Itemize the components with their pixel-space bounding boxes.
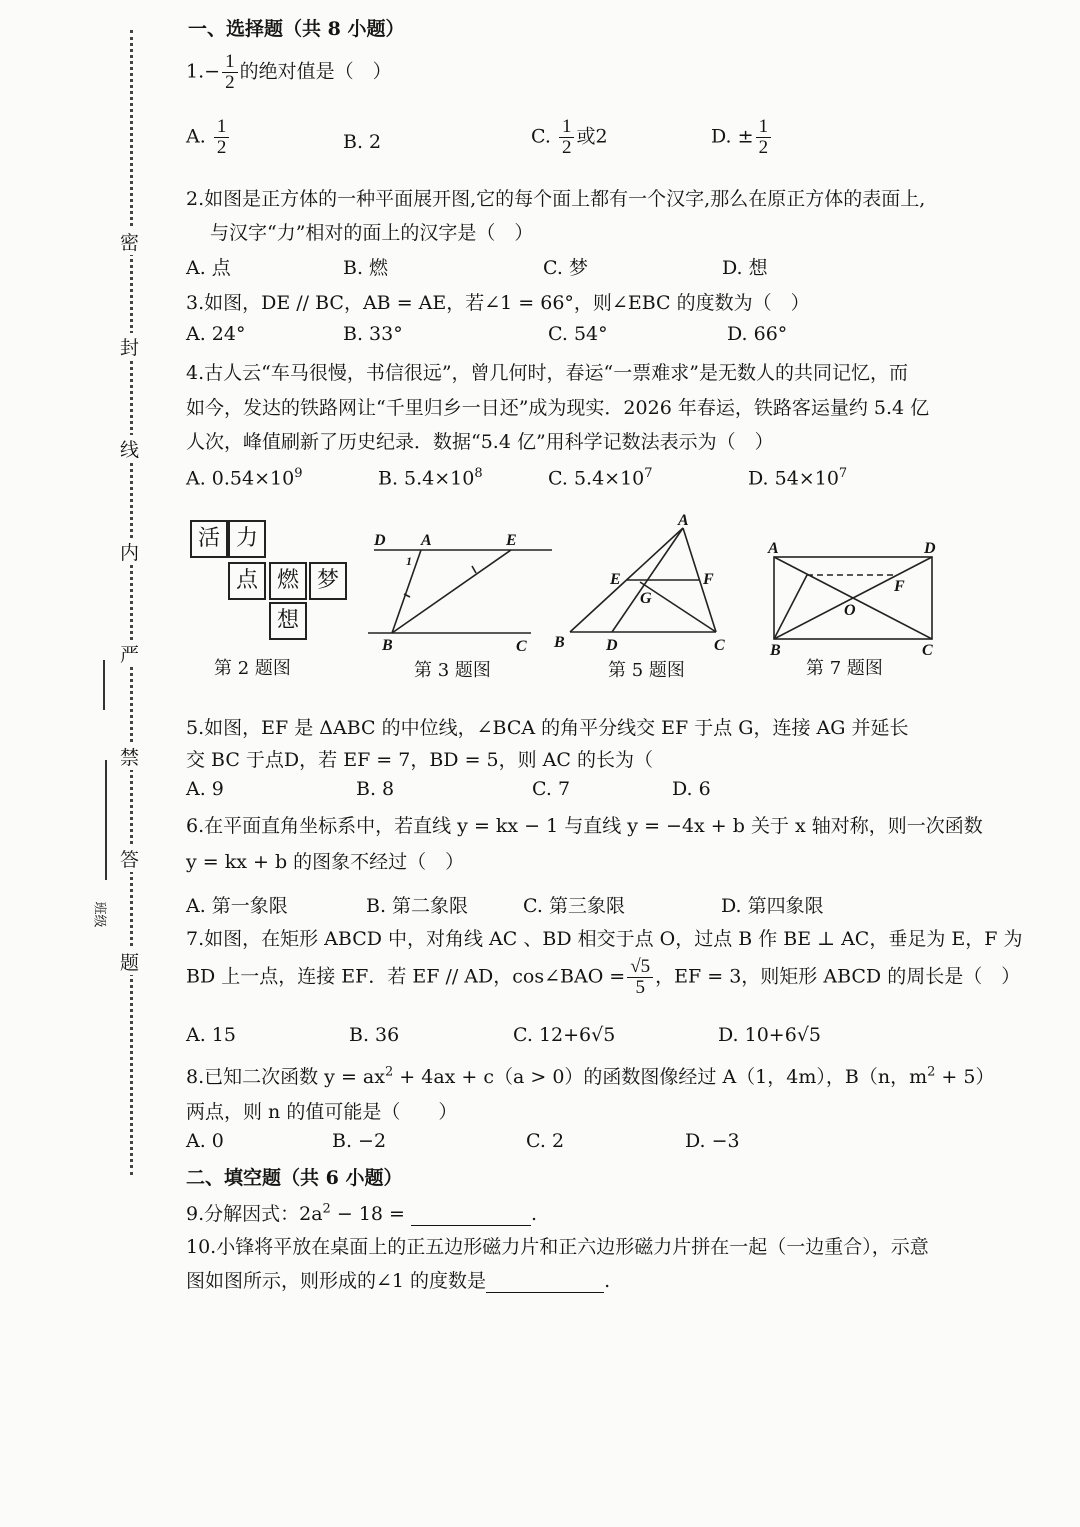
cube-cell: 点 bbox=[228, 562, 266, 600]
fig7-label: O bbox=[844, 602, 856, 619]
cube-cell: 力 bbox=[228, 520, 266, 558]
cube-cell: 梦 bbox=[309, 562, 347, 600]
q7-line2: BD 上一点，连接 EF．若 EF // AD，cos∠BAO = $\frac{√5}{5}$ ，EF = 3，则矩形 ABCD 的周长是（ ） bbox=[186, 956, 1021, 998]
q2-option-b: B. 燃 bbox=[343, 257, 389, 279]
section2-heading: 二、填空题（共 6 小题） bbox=[186, 1167, 403, 1189]
fig5-label: G bbox=[640, 590, 652, 607]
q4-option-c: C. $5.4\times 10^7$ bbox=[548, 466, 653, 490]
q4-option-a: A. $0.54\times 10^9$ bbox=[186, 466, 303, 490]
q6-line2: y = kx + b 的图象不经过（ ） bbox=[186, 851, 465, 873]
q9-stem: 9.分解因式：$2a^2 - 18$ = . bbox=[186, 1201, 538, 1225]
q10-line1: 10.小锋将平放在桌面上的正五边形磁力片和正六边形磁力片拼在一起（一边重合），示意 bbox=[186, 1236, 929, 1258]
q5-option-d: D. 6 bbox=[672, 778, 711, 800]
seal-dotted-line bbox=[130, 30, 133, 1175]
fig7-label: A bbox=[768, 540, 779, 557]
cube-cell: 活 bbox=[190, 520, 228, 558]
q7-option-d: D. 10+6√5 bbox=[718, 1024, 822, 1046]
q10-answer-blank[interactable] bbox=[486, 1272, 604, 1293]
q6-line1: 6.在平面直角坐标系中，若直线 y = kx − 1 与直线 y = −4x + b 关于 x 轴对称，则一次函数 bbox=[186, 815, 983, 837]
q2-option-c: C. 梦 bbox=[543, 257, 588, 279]
q3-stem: 3.如图，DE // BC，AB = AE，若∠1 = 66°，则∠EBC 的度数为（ ） bbox=[186, 292, 810, 314]
section1-heading: 一、选择题（共 8 小题） bbox=[188, 18, 405, 40]
figure-q5 bbox=[548, 510, 748, 655]
q1-option-b: B. 2 bbox=[343, 131, 382, 153]
fig7-label: D bbox=[924, 540, 936, 557]
fig3-label: A bbox=[421, 532, 432, 549]
q5-line2: 交 BC 于点D，若 EF = 7，BD = 5，则 AC 的长为（ bbox=[186, 749, 653, 771]
q4-option-b: B. $5.4\times 10^8$ bbox=[378, 466, 483, 490]
cube-cell: 想 bbox=[269, 602, 307, 640]
q7-line1: 7.如图，在矩形 ABCD 中，对角线 AC 、BD 相交于点 O，过点 B 作 BE ⊥ AC，垂足为 E，F 为 bbox=[186, 928, 1023, 950]
fig2-caption: 第 2 题图 bbox=[214, 658, 291, 679]
fig5-label: D bbox=[606, 637, 618, 654]
q8-line2: 两点，则 n 的值可能是（ ） bbox=[186, 1101, 458, 1123]
fig3-label: D bbox=[374, 532, 386, 549]
seal-char-6: 禁 bbox=[120, 743, 139, 770]
fig7-caption: 第 7 题图 bbox=[806, 658, 883, 679]
margin-label: 班级 bbox=[91, 901, 107, 928]
q4-option-d: D. $54\times 10^7$ bbox=[748, 466, 848, 490]
q2-option-a: A. 点 bbox=[186, 257, 231, 279]
q1-option-a: A. $\frac{1}{2}$ bbox=[186, 117, 231, 158]
fig7-label: F bbox=[894, 578, 905, 595]
seal-char-5: 严 bbox=[120, 640, 139, 667]
fig7-label: C bbox=[922, 642, 933, 659]
cube-cell: 燃 bbox=[269, 562, 307, 600]
fig3-label: B bbox=[382, 637, 393, 654]
q1-option-d: D. ± $\frac{1}{2}$ bbox=[711, 117, 773, 158]
q6-option-b: B. 第二象限 bbox=[366, 895, 469, 917]
q6-option-c: C. 第三象限 bbox=[523, 895, 625, 917]
q1-number: 1. bbox=[186, 60, 205, 83]
q3-option-c: C. 54° bbox=[548, 323, 608, 345]
figure-q7 bbox=[762, 535, 947, 660]
fig5-label: C bbox=[714, 637, 725, 654]
q3-option-d: D. 66° bbox=[727, 323, 788, 345]
fig5-label: A bbox=[678, 512, 689, 529]
seal-char-4: 内 bbox=[120, 538, 139, 565]
q8-option-a: A. 0 bbox=[186, 1130, 224, 1152]
seal-char-1: 密 bbox=[120, 228, 139, 255]
seal-char-3: 线 bbox=[120, 435, 139, 462]
q6-option-d: D. 第四象限 bbox=[721, 895, 824, 917]
q2-option-d: D. 想 bbox=[722, 257, 768, 279]
q1-minus: − bbox=[204, 60, 221, 83]
q10-line2: 图如图所示，则形成的∠1 的度数是 . bbox=[186, 1270, 611, 1292]
q9-answer-blank[interactable] bbox=[411, 1205, 531, 1226]
q8-option-b: B. −2 bbox=[332, 1130, 387, 1152]
q4-line3: 人次，峰值刷新了历史纪录．数据“5.4 亿”用科学记数法表示为（ ） bbox=[186, 431, 774, 453]
q3-option-b: B. 33° bbox=[343, 323, 403, 345]
q5-option-b: B. 8 bbox=[356, 778, 395, 800]
figure-q3 bbox=[366, 520, 556, 655]
q7-option-a: A. 15 bbox=[186, 1024, 236, 1046]
q3-option-a: A. 24° bbox=[186, 323, 246, 345]
q8-option-d: D. −3 bbox=[685, 1130, 740, 1152]
q1-text: 的绝对值是（ ） bbox=[239, 60, 392, 83]
q6-option-a: A. 第一象限 bbox=[186, 895, 288, 917]
fig3-label: 1 bbox=[406, 554, 412, 568]
fig7-label: B bbox=[770, 642, 781, 659]
seal-char-2: 封 bbox=[120, 333, 139, 360]
q7-option-b: B. 36 bbox=[349, 1024, 400, 1046]
seal-char-7: 答 bbox=[120, 845, 139, 872]
q1-fraction: $\frac{1}{2}$ bbox=[222, 52, 238, 93]
fig3-caption: 第 3 题图 bbox=[414, 660, 491, 681]
q5-option-c: C. 7 bbox=[532, 778, 571, 800]
q2-line1: 2.如图是正方体的一种平面展开图,它的每个面上都有一个汉字,那么在原正方体的表面上, bbox=[186, 188, 926, 210]
q5-line1: 5.如图，EF 是 ΔABC 的中位线，∠BCA 的角平分线交 EF 于点 G，连接 AG 并延长 bbox=[186, 717, 909, 739]
fig3-label: C bbox=[516, 638, 527, 655]
q5-option-a: A. 9 bbox=[186, 778, 224, 800]
q7-option-c: C. 12+6√5 bbox=[513, 1024, 616, 1046]
q1-stem bbox=[186, 52, 392, 93]
q2-line2: 与汉字“力”相对的面上的汉字是（ ） bbox=[210, 222, 534, 244]
fig5-label: F bbox=[703, 571, 714, 588]
q4-line2: 如今，发达的铁路网让“千里归乡一日还”成为现实．2026 年春运，铁路客运量约 5.4 亿 bbox=[186, 397, 930, 419]
margin-rule-lower bbox=[105, 760, 107, 880]
fig5-label: B bbox=[554, 634, 565, 651]
q1-option-c: C. $\frac{1}{2}$ 或2 bbox=[531, 116, 608, 158]
q4-line1: 4.古人云“车马很慢，书信很远”，曾几何时，春运“一票难求”是无数人的共同记忆，而 bbox=[186, 362, 908, 384]
q8-line1: 8.已知二次函数 $y = ax^2 + 4ax + c(a > 0)$的函数图像经过 A（1，4m），B（n，$m^2 + 5$） bbox=[186, 1064, 995, 1088]
q8-option-c: C. 2 bbox=[526, 1130, 565, 1152]
fig5-caption: 第 5 题图 bbox=[608, 660, 685, 681]
fig3-label: E bbox=[506, 532, 517, 549]
margin-rule-upper bbox=[103, 660, 105, 710]
fig5-label: E bbox=[610, 571, 621, 588]
seal-char-8: 题 bbox=[120, 948, 139, 975]
